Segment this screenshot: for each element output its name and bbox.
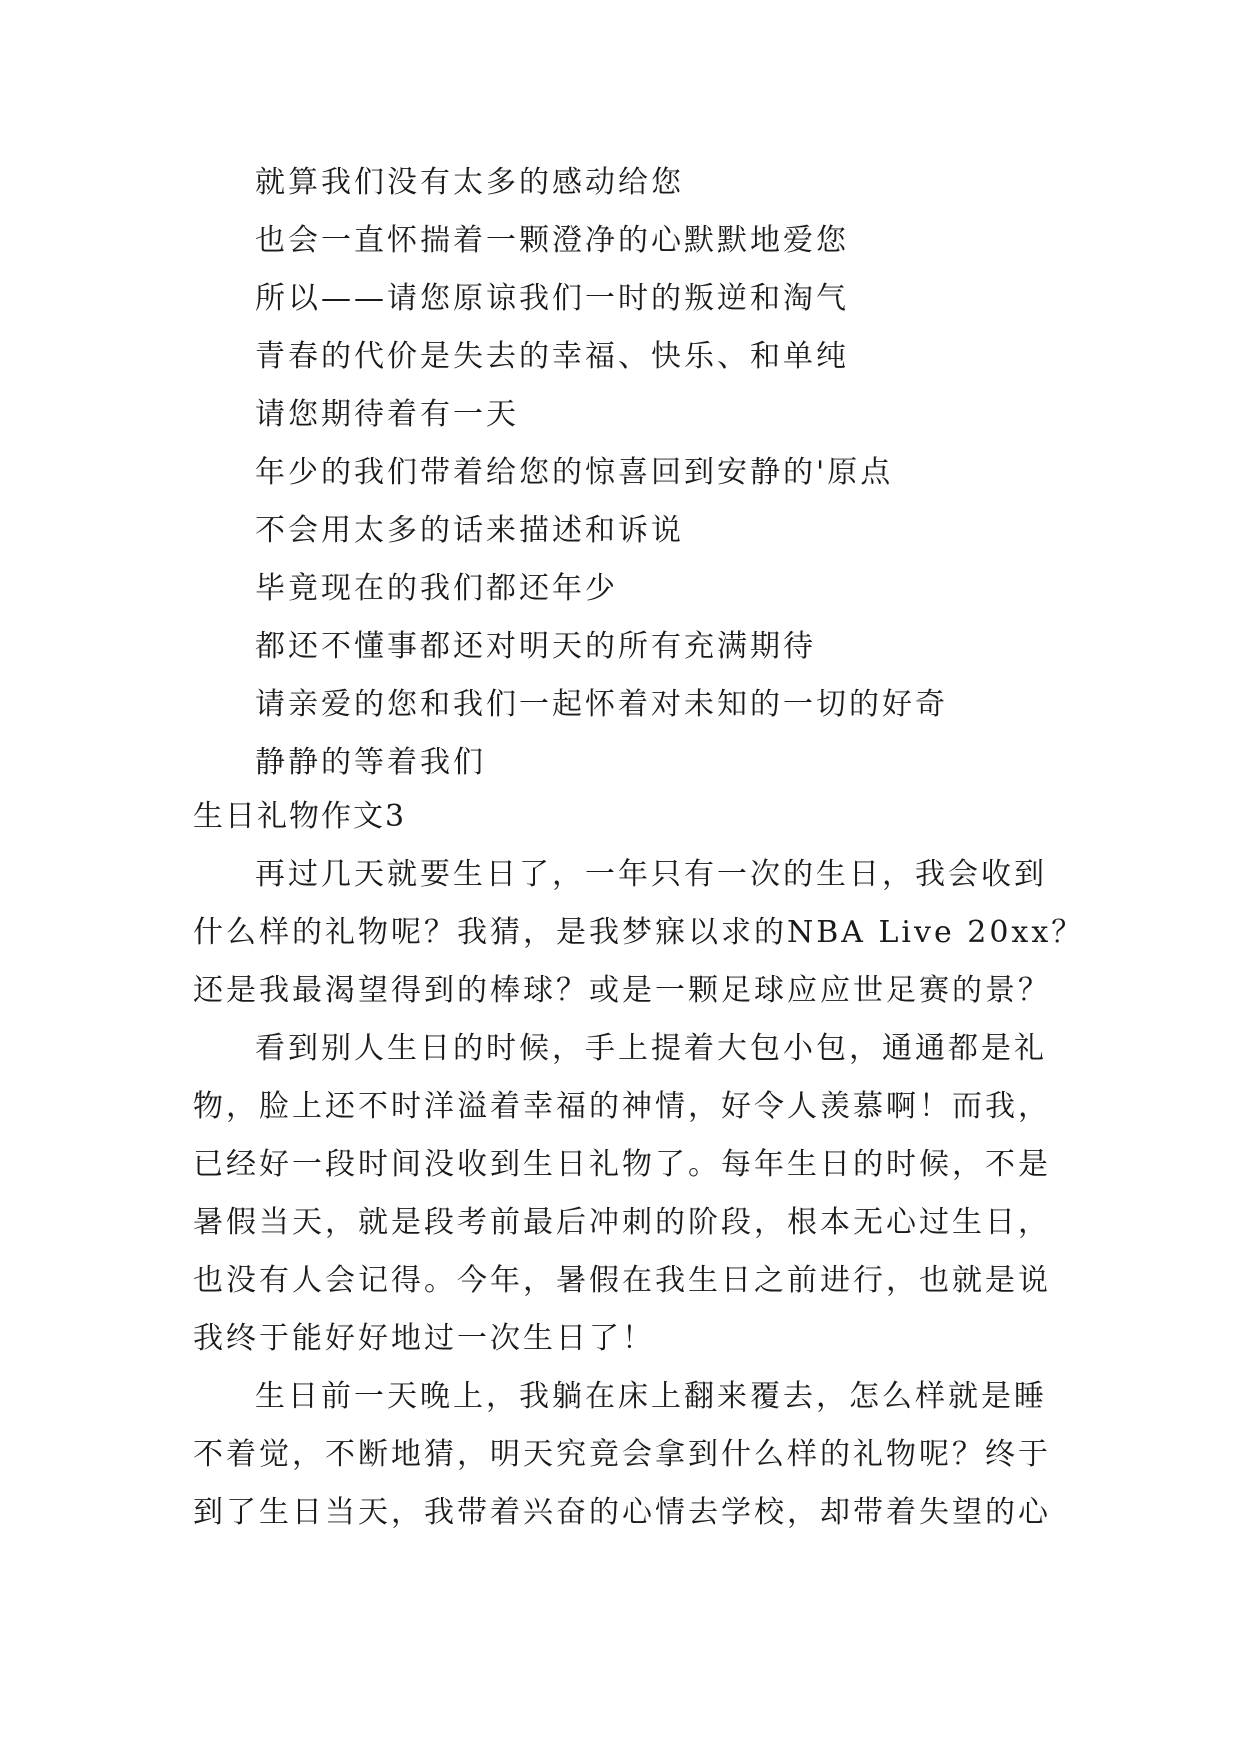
- poem-line: 不会用太多的话来描述和诉说: [255, 513, 684, 548]
- paragraph-line: 还是我最渴望得到的棒球？或是一颗足球应应世足赛的景？: [193, 973, 1051, 1008]
- essay-heading: 生日礼物作文3: [193, 799, 407, 834]
- poem-line: 请亲爱的您和我们一起怀着对未知的一切的好奇: [255, 687, 948, 722]
- paragraph-line: 再过几天就要生日了，一年只有一次的生日，我会收到: [255, 857, 1047, 892]
- paragraph-line: 生日前一天晚上，我躺在床上翻来覆去，怎么样就是睡: [255, 1379, 1047, 1414]
- poem-line: 请您期待着有一天: [255, 397, 519, 432]
- poem-line: 所以——请您原谅我们一时的叛逆和淘气: [255, 281, 849, 316]
- paragraph-line: 到了生日当天，我带着兴奋的心情去学校，却带着失望的心: [193, 1495, 1051, 1530]
- paragraph-line: 不着觉，不断地猜，明天究竟会拿到什么样的礼物呢？终于: [193, 1437, 1051, 1472]
- paragraph-line: 暑假当天，就是段考前最后冲刺的阶段，根本无心过生日，: [193, 1205, 1051, 1240]
- poem-line: 青春的代价是失去的幸福、快乐、和单纯: [255, 339, 849, 374]
- poem-line: 毕竟现在的我们都还年少: [255, 571, 618, 606]
- poem-line: 年少的我们带着给您的惊喜回到安静的'原点: [255, 455, 894, 490]
- paragraph-line: 什么样的礼物呢？我猜，是我梦寐以求的NBA Live 20xx？: [193, 915, 1085, 950]
- paragraph-line: 看到别人生日的时候，手上提着大包小包，通通都是礼: [255, 1031, 1047, 1066]
- paragraph-line: 也没有人会记得。今年，暑假在我生日之前进行，也就是说: [193, 1263, 1051, 1298]
- poem-line: 都还不懂事都还对明天的所有充满期待: [255, 629, 816, 664]
- poem-line: 就算我们没有太多的感动给您: [255, 165, 684, 200]
- paragraph-line: 我终于能好好地过一次生日了！: [193, 1321, 655, 1356]
- paragraph-line: 已经好一段时间没收到生日礼物了。每年生日的时候，不是: [193, 1147, 1051, 1182]
- paragraph-line: 物，脸上还不时洋溢着幸福的神情，好令人羡慕啊！而我，: [193, 1089, 1051, 1124]
- poem-line: 也会一直怀揣着一颗澄净的心默默地爱您: [255, 223, 849, 258]
- poem-line: 静静的等着我们: [255, 745, 486, 780]
